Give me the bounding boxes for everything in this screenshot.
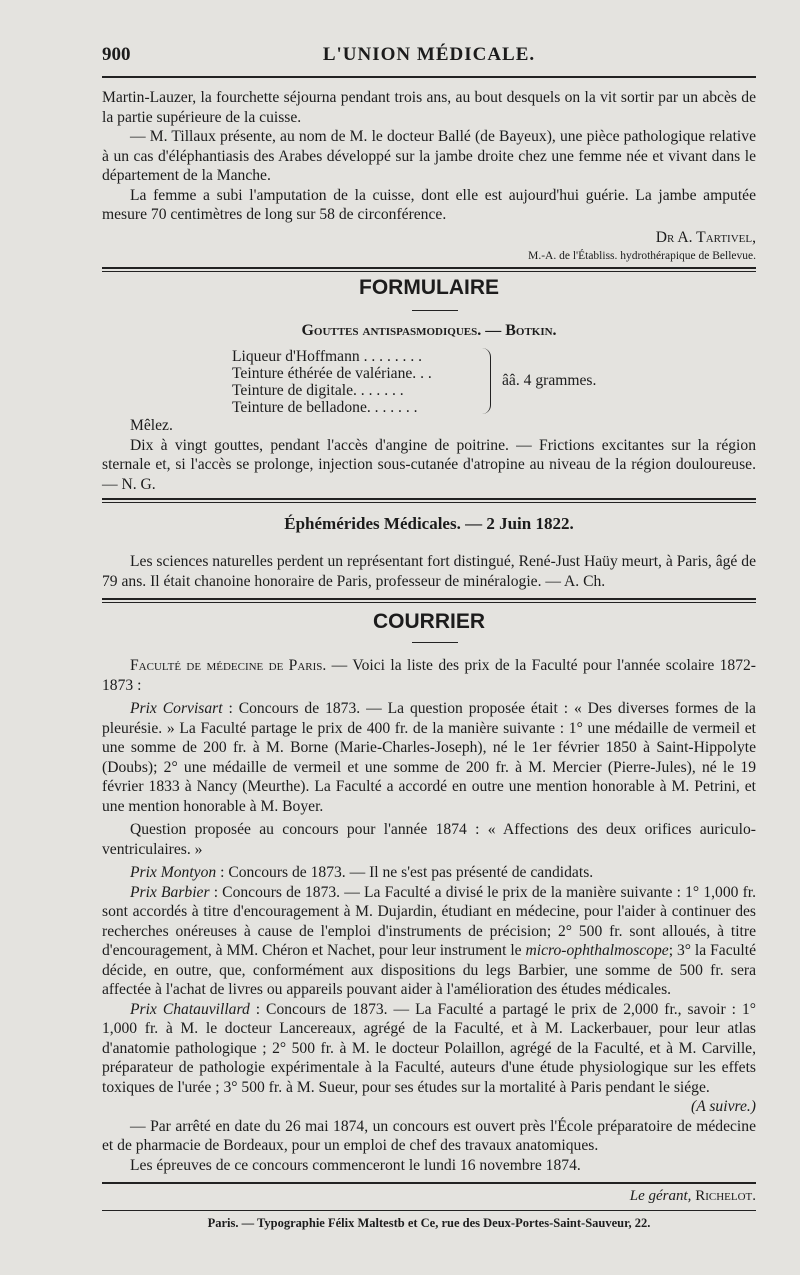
intro-paragraph-2: — M. Tillaux présente, au nom de M. le docteur Ballé (de Bayeux), une pièce pathologique relative à un cas d'éléphantiasis des Arabes développé sur la jambe droite chez une femme née et vivant dans le département de la Manche. (102, 128, 756, 184)
intro-paragraph-1: Martin-Lauzer, la fourchette séjourna pendant trois ans, au bout desquels on la vit sortir par un abcès de la partie supérieure de la cuisse. (102, 89, 756, 126)
short-divider (412, 310, 458, 311)
section-rule-thin (102, 271, 756, 272)
epreuves-paragraph: Les épreuves de ce concours commenceront le lundi 16 novembre 1874. (130, 1156, 581, 1174)
ephemerides-text: Les sciences naturelles perdent un représentant fort distingué, René-Just Haüy meurt, à Paris, âgé de 79 ans. Il était chanoine honoraire de Paris, professeur de minéralogie. — A. Ch. (102, 553, 756, 590)
section-rule-thin (102, 502, 756, 503)
faculte-text: — Voici la liste des prix de la Faculté pour l'année scolaire 1872-1873 : (102, 657, 756, 694)
faculte-lead: Faculté de médecine de Paris. (130, 657, 327, 674)
ingredient-1: Liqueur d'Hoffmann . . . . . . . . (232, 348, 423, 365)
recipe-brace (482, 348, 491, 414)
formulaire-instructions: Dix à vingt gouttes, pendant l'accès d'angine de poitrine. — Frictions excitantes sur la région sternale et, si l'accès se prolonge, injection sous-cutanée d'atropine au niveau de la région douloureuse. — N. G. (102, 436, 756, 493)
faculte-paragraph (102, 656, 756, 695)
section-rule (102, 267, 756, 269)
header-rule (102, 76, 756, 78)
footer-rule (102, 1182, 756, 1184)
montyon-text: : Concours de 1873. — Il ne s'est pas présenté de candidats. (216, 864, 594, 881)
journal-title: L'UNION MÉDICALE. (322, 44, 536, 65)
ephemerides-section (102, 552, 756, 591)
imprint: Paris. — Typographie Félix Maltestb et Ce, rue des Deux-Portes-Saint-Sauveur, 22. (207, 1216, 651, 1230)
bordeaux-paragraph: — Par arrêté en date du 26 mai 1874, un concours est ouvert près l'École préparatoire de médecine et de pharmacie de Bordeaux, pour un emploi de chef des travaux anatomiques. (102, 1117, 756, 1154)
corvisart-label: Prix Corvisart (130, 700, 223, 717)
chatauvillard-text: : Concours de 1873. — La Faculté a partagé le prix de 2,000 fr., savoir : 1° 1,000 fr. à M. le docteur Lancereaux, agrégé de la Faculté, et à M. Lackerbauer, pour leur atlas d'anatomie pathologique ; 2° 500 fr. à M. le docteur Polaillon, agrégé de la Faculté, et à M. Carville, préparateur de pathologie expérimentale à la Faculté, auteurs d'une étude physiologique sur les effets toxiques de l'urée ; 3° 500 fr. à M. Sueur, pour ses études sur la mortalité à Paris pendant le siége. (102, 1000, 756, 1096)
page-header (102, 44, 756, 72)
a-suivre (102, 1097, 756, 1117)
recipe-dose: ââ. 4 grammes. (502, 372, 597, 389)
gerant-line (102, 1188, 756, 1205)
signature-name: Dr A. Tartivel, (655, 228, 756, 246)
footer-rule-thin (102, 1210, 756, 1211)
melez-line: Mêlez. (130, 417, 173, 434)
recipe-ingredients (232, 348, 652, 416)
signature-title: M.-A. de l'Établiss. hydrothérapique de Bellevue. (528, 250, 756, 262)
barbier-text-a: : Concours de 1873. — La Faculté a divisé le prix de la manière suivante : 1° 1,000 fr. sont accordés à titre d'encouragement à M. Dujardin, étudiant en médecine, pour l'aider à continuer des recherches onéreuses à cause de l'emploi d'instruments de précision; 2° 500 fr. sont alloués, à titre d'encouragement, à MM. Chéron et Nachet, pour leur instrument le (102, 883, 756, 959)
chatauvillard-label: Prix Chatauvillard (130, 1000, 250, 1018)
intro-section (102, 88, 756, 267)
short-divider (412, 642, 458, 643)
ingredient-3: Teinture de digitale. . . . . . . (232, 382, 404, 399)
ingredient-4: Teinture de belladone. . . . . . . (232, 399, 418, 416)
question-1874: Question proposée au concours pour l'année 1874 : « Affections des deux orifices auriculo-ventriculaires. » (102, 821, 756, 858)
corvisart-paragraph (102, 699, 756, 816)
corvisart-text: : Concours de 1873. — La question proposée était : « Des diverses formes de la pleurésie. » La Faculté partage le prix de 400 fr. de la manière suivante : 1° une médaille de vermeil et une somme de 200 fr. à M. Borne (Marie-Charles-Joseph), né le 1er février 1850 à Saint-Hippolyte (Doubs); 2° une médaille de vermeil et une somme de 200 fr. à M. Mercier (Pierre-Jules), né le 19 février 1833 à Nancy (Meurthe). La Faculté a accordé en outre une mention honorable à M. Petrini, et une mention honorable à M. Boyer. (102, 700, 756, 815)
ingredient-2: Teinture éthérée de valériane. . . (232, 365, 432, 382)
section-rule (102, 598, 756, 600)
ephemerides-title: Éphémérides Médicales. — 2 Juin 1822. (284, 514, 574, 533)
montyon-paragraph (102, 863, 756, 883)
courrier-section (102, 656, 756, 1175)
chatauvillard-paragraph (102, 1000, 756, 1098)
montyon-label: Prix Montyon (130, 864, 217, 881)
a-suivre-text: (A suivre.) (691, 1098, 756, 1115)
section-rule-thin (102, 602, 756, 603)
recipe-title: Gouttes antispasmodiques. — Botkin. (301, 322, 557, 339)
barbier-text-b: ; 3° la Faculté décide, en outre, que, conformément aux dispositions du legs Barbier, une somme de 500 fr. sera affectée à l'achat de livres ou appareils pouvant aider à l'amélioration des études médicales. (102, 942, 756, 998)
gerant-name: Richelot. (695, 1188, 756, 1204)
formulaire-body (102, 416, 756, 494)
intro-paragraph-3: La femme a subi l'amputation de la cuisse, dont elle est aujourd'hui guérie. La jambe amputée mesure 70 centimètres de long sur 58 de circonférence. (102, 186, 756, 223)
section-rule (102, 498, 756, 500)
barbier-paragraph (102, 883, 756, 1000)
barbier-instrument: micro-ophthalmoscope (525, 942, 669, 959)
barbier-label: Prix Barbier (130, 883, 210, 901)
formulaire-title: FORMULAIRE (359, 276, 499, 299)
courrier-title: COURRIER (372, 610, 485, 633)
page-number: 900 (102, 44, 131, 65)
gerant-label: Le gérant, (629, 1188, 692, 1204)
